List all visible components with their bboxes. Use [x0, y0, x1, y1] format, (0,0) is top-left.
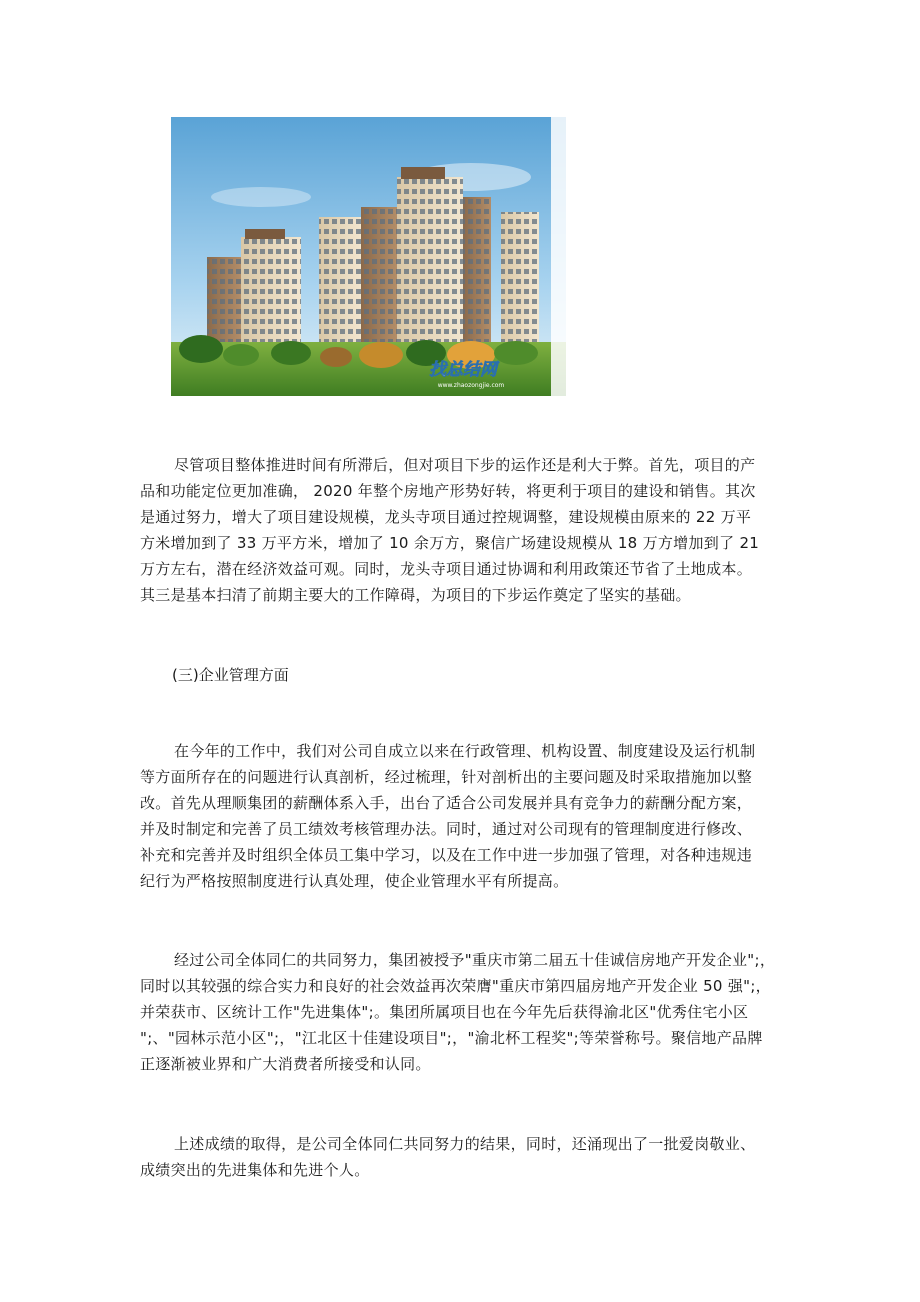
text-line: 是通过努力，增大了项目建设规模，龙头寺项目通过控规调整，建设规模由原来的 22 万平	[140, 508, 752, 526]
text-line: 万方左右，潜在经济效益可观。同时，龙头寺项目通过协调和利用政策还节省了土地成本。	[140, 560, 753, 578]
svg-text:找总结网: 找总结网	[429, 360, 497, 380]
text-line: 其三是基本扫清了前期主要大的工作障碍，为项目的下步运作奠定了坚实的基础。	[140, 586, 691, 604]
text-line: 补充和完善并及时组织全体员工集中学习，以及在工作中进一步加强了管理，对各种违规违	[140, 846, 753, 864]
text-line: 上述成绩的取得，是公司全体同仁共同努力的结果，同时，还涌现出了一批爱岗敬业、	[174, 1135, 756, 1153]
watermark	[429, 360, 504, 389]
text-line: 方米增加到了 33 万平方米，增加了 10 余万方，聚信广场建设规模从 18 万方增加到了 21	[140, 534, 760, 552]
text-line: 纪行为严格按照制度进行认真处理，使企业管理水平有所提高。	[140, 872, 569, 890]
building-middle	[319, 207, 397, 357]
section-heading: (三)企业管理方面	[172, 666, 289, 684]
paragraph-honors	[140, 947, 802, 1077]
text-line: 尽管项目整体推进时间有所滞后，但对项目下步的运作还是利大于弊。首先，项目的产	[174, 456, 756, 474]
building-far-right	[501, 212, 539, 347]
text-line: 并及时制定和完善了员工绩效考核管理办法。同时，通过对公司现有的管理制度进行修改、	[140, 820, 753, 838]
text-line: 在今年的工作中，我们对公司自成立以来在行政管理、机构设置、制度建设及运行机制	[174, 742, 756, 760]
text-line: 成绩突出的先进集体和先进个人。	[140, 1161, 370, 1179]
hero-building-image	[171, 117, 566, 396]
text-line: 品和功能定位更加准确， 2020 年整个房地产形势好转，将更利于项目的建设和销售。其次	[140, 482, 756, 500]
text-line: 正逐渐被业界和广大消费者所接受和认同。	[140, 1055, 431, 1073]
text-line: 改。首先从理顺集团的薪酬体系入手，出台了适合公司发展并具有竞争力的薪酬分配方案，	[140, 794, 753, 812]
paragraph-management	[140, 738, 802, 894]
paragraph-project-progress	[140, 452, 802, 608]
text-line: 等方面所存在的问题进行认真剖析，经过梳理，针对剖析出的主要问题及时采取措施加以整	[140, 768, 753, 786]
text-line: 经过公司全体同仁的共同努力，集团被授予"重庆市第二届五十佳诚信房地产开发企业";，	[174, 951, 776, 969]
text-line: 同时以其较强的综合实力和良好的社会效益再次荣膺"重庆市第四届房地产开发企业 50 强";，	[140, 977, 771, 995]
text-line: ";、"园林示范小区";，"江北区十佳建设项目";，"渝北杯工程奖";等荣誉称号。聚信地产品牌	[140, 1029, 763, 1047]
paragraph-achievements	[140, 1131, 802, 1183]
svg-text:www.zhaozongjie.com: www.zhaozongjie.com	[437, 382, 505, 389]
text-line: 并荣获市、区统计工作"先进集体";。集团所属项目也在今年先后获得渝北区"优秀住宅小区	[140, 1003, 749, 1021]
